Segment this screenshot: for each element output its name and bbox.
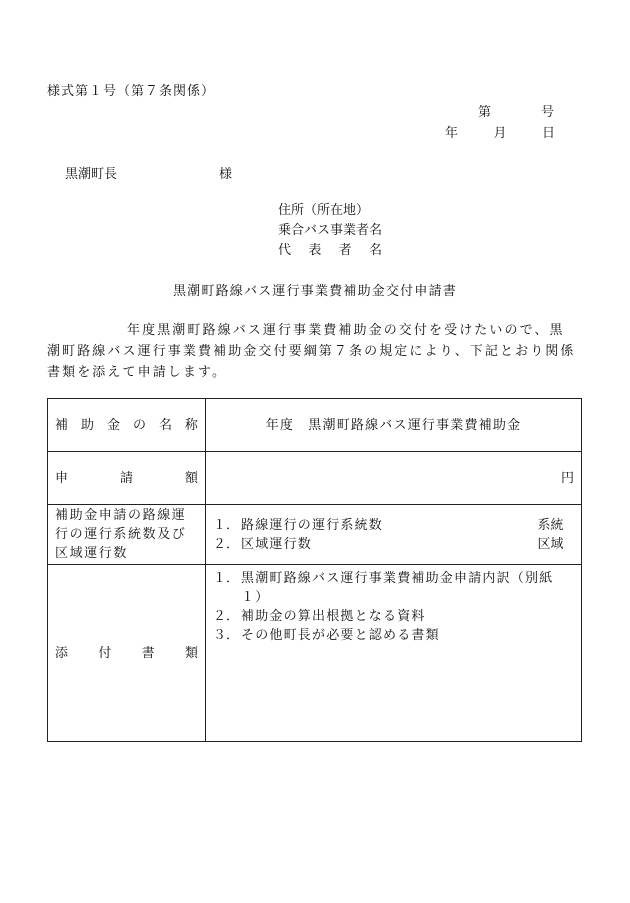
rep-char: 代 bbox=[278, 243, 292, 258]
document-number-dai: 第 bbox=[478, 105, 492, 120]
label-char: 助 bbox=[80, 417, 94, 433]
subsidy-name-label bbox=[48, 399, 206, 452]
subsidy-name-value: 年度 黒潮町路線バス運行事業費補助金 bbox=[206, 399, 582, 452]
item-number: ２． bbox=[213, 609, 240, 624]
routes-value bbox=[206, 505, 582, 565]
date-year: 年 bbox=[445, 126, 459, 141]
document-title: 黒潮町路線バス運行事業費補助金交付申請書 bbox=[172, 284, 457, 299]
item-unit: 系統 bbox=[537, 517, 564, 533]
date-line bbox=[445, 122, 555, 141]
attachments-label bbox=[48, 565, 206, 742]
label-char: 請 bbox=[119, 470, 133, 486]
label-char: 付 bbox=[98, 645, 112, 661]
item-text: 補助金の算出根拠となる資料 bbox=[241, 609, 426, 624]
label-char: 類 bbox=[184, 645, 198, 661]
rep-char: 名 bbox=[368, 243, 382, 258]
label-char: 添 bbox=[55, 645, 69, 661]
label-char: 名 bbox=[158, 417, 172, 433]
applicant-representative-label bbox=[278, 241, 382, 261]
item-number: ２． bbox=[213, 536, 240, 552]
application-body-text: 年度黒潮町路線バス運行事業費補助金の交付を受けたいので、黒潮町路線バス運行事業費補助金交付要綱第７条の規定により、下記とおり関係書類を添えて申請します。 bbox=[47, 323, 576, 380]
item-text: 区域運行数 bbox=[241, 536, 313, 552]
list-item bbox=[213, 516, 574, 535]
application-table bbox=[47, 398, 582, 742]
form-number: 様式第１号（第７条関係） bbox=[47, 84, 216, 99]
label-char: 申 bbox=[55, 470, 69, 486]
item-text: 路線運行の運行系統数 bbox=[241, 517, 384, 533]
table-row bbox=[48, 399, 582, 452]
routes-label: 補助金申請の路線運行の運行系統数及び区域運行数 bbox=[48, 505, 206, 565]
label-char: 額 bbox=[184, 470, 198, 486]
item-text: 黒潮町路線バス運行事業費補助金申請内訳（別紙１） bbox=[241, 571, 554, 605]
list-item bbox=[213, 626, 574, 645]
addressee-honorific: 様 bbox=[219, 167, 233, 182]
item-unit: 区域 bbox=[537, 536, 564, 552]
applicant-operator-label: 乗合バス事業者名 bbox=[278, 223, 383, 238]
table-row bbox=[48, 565, 582, 742]
amount-value bbox=[206, 452, 582, 505]
list-item bbox=[213, 535, 574, 554]
table-row bbox=[48, 452, 582, 505]
document-number-gou: 号 bbox=[540, 105, 554, 120]
amount-unit: 円 bbox=[560, 470, 574, 486]
label-char: 補 bbox=[55, 417, 69, 433]
item-number: ３． bbox=[213, 628, 240, 643]
label-char: 称 bbox=[184, 417, 198, 433]
label-char: 金 bbox=[106, 417, 120, 433]
amount-label bbox=[48, 452, 206, 505]
label-char: の bbox=[132, 417, 146, 433]
label-char: 書 bbox=[141, 645, 155, 661]
item-text: その他町長が必要と認める書類 bbox=[241, 628, 440, 643]
rep-char: 者 bbox=[338, 243, 352, 258]
item-number: １． bbox=[213, 517, 240, 533]
applicant-block bbox=[278, 201, 382, 261]
addressee-name: 黒潮町長 bbox=[65, 167, 118, 182]
addressee bbox=[65, 163, 233, 182]
list-item bbox=[213, 569, 574, 607]
date-month: 月 bbox=[493, 126, 507, 141]
table-row bbox=[48, 505, 582, 565]
date-day: 日 bbox=[541, 126, 555, 141]
document-number bbox=[478, 101, 554, 120]
item-number: １． bbox=[213, 571, 240, 586]
applicant-address-label: 住所（所在地） bbox=[278, 203, 370, 218]
list-item bbox=[213, 607, 574, 626]
attachments-value bbox=[206, 565, 582, 742]
rep-char: 表 bbox=[308, 243, 322, 258]
